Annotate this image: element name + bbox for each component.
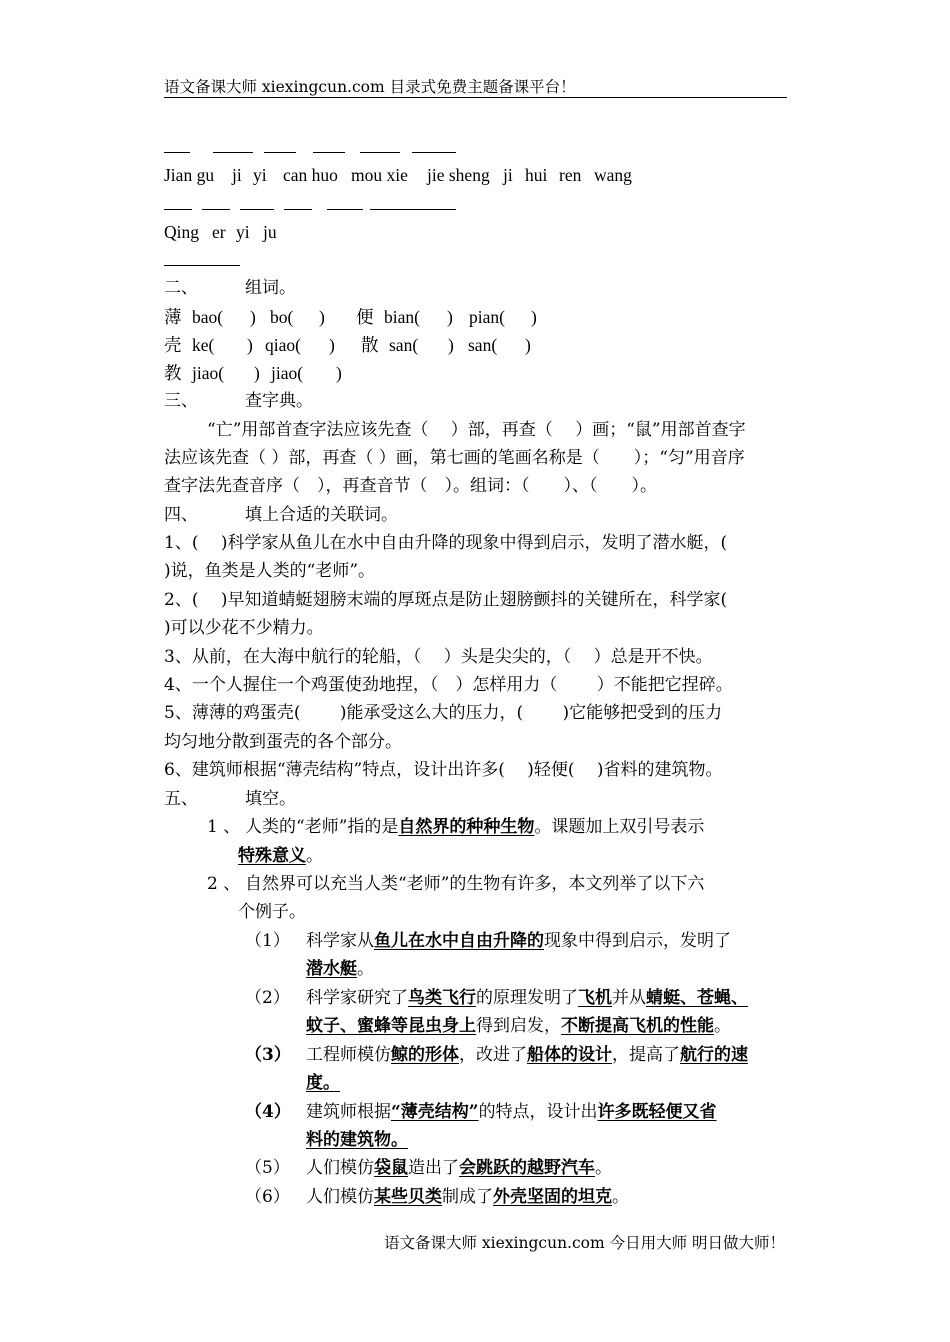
answer-text: 鸟类飞行 [408, 988, 476, 1008]
pinyin-word: yi [253, 165, 267, 185]
text: 。 [612, 1187, 629, 1207]
pinyin-word: ji [503, 165, 513, 185]
pinyin-blank-close: ) [319, 307, 325, 327]
fill-item-1-line-2 [238, 845, 323, 867]
example-2-line-2 [306, 1015, 731, 1037]
section-3-title: 三、 [164, 391, 198, 411]
answer-text: 鲸的形体 [391, 1045, 459, 1065]
conjunction-line: )可以少花不少精力。 [164, 618, 324, 638]
answer-blank [327, 209, 363, 210]
answer-blank [164, 209, 192, 210]
conjunction-line: )说，鱼类是人类的“老师”。 [164, 561, 376, 581]
answer-blank [240, 209, 274, 210]
answer-blank [412, 152, 456, 153]
section-2-title [164, 277, 198, 299]
hanzi: 教 [164, 363, 182, 383]
pinyin-word: wang [594, 165, 632, 185]
text: 人类的“老师”指的是 [245, 817, 399, 837]
example-1-line-2 [306, 958, 374, 980]
answer-text: 蜻蜓、苍蝇、 [646, 988, 748, 1008]
fill-item-2-line-2: 个例子。 [238, 902, 306, 922]
example-4-number: （4） [245, 1102, 291, 1122]
text: 。 [357, 959, 374, 979]
conjunction-line: 2、( )早知道蜻蜓翅膀末端的厚斑点是防止翅膀颤抖的关键所在，科学家( [164, 590, 728, 610]
pinyin-blank: pian( [469, 307, 505, 327]
pinyin-word: mou xie [351, 165, 408, 185]
answer-text: 特殊意义 [238, 846, 306, 866]
answer-blank [360, 152, 400, 153]
pinyin-word: yi [236, 222, 250, 242]
text: ，改进了 [459, 1045, 527, 1065]
pinyin-blank-close: ) [525, 335, 531, 355]
conjunction-line: 1、( )科学家从鱼儿在水中自由升降的现象中得到启示，发明了潜水艇，( [164, 533, 728, 553]
pinyin-blank: san( [389, 335, 419, 355]
pinyin-blank: san( [468, 335, 498, 355]
fill-item-1-number: 1 、 [207, 817, 241, 837]
pinyin-blank: jiao( [192, 363, 225, 383]
example-6-line-1 [306, 1186, 629, 1208]
fill-item-2-line-1: 自然界可以充当人类“老师”的生物有许多，本文列举了以下六 [245, 874, 705, 894]
answer-text: 鱼儿在水中自由升降的 [374, 931, 544, 951]
text: 人们模仿 [306, 1158, 374, 1178]
example-4-line-2 [306, 1129, 408, 1151]
example-3-line-1 [306, 1044, 748, 1066]
text: 人们模仿 [306, 1187, 374, 1207]
answer-blank [264, 152, 296, 153]
page-footer: 语文备课大师 xiexingcun.com 今日用大师 明日做大师！ [384, 1234, 786, 1252]
pinyin-blank-close: ) [447, 307, 453, 327]
text: 。 [306, 846, 323, 866]
answer-text: 自然界的种种生物 [398, 817, 535, 837]
answer-blank [164, 152, 190, 153]
section-number: 二、 [164, 278, 198, 298]
text: 并从 [612, 988, 646, 1008]
pinyin-blank-close: ) [336, 363, 342, 383]
text: 。课题加上双引号表示 [534, 817, 705, 837]
text: 得到启发， [476, 1016, 561, 1036]
hanzi: 薄 [164, 307, 182, 327]
fill-item-1-line-1 [245, 816, 704, 838]
pinyin-blank: qiao( [265, 335, 301, 355]
answer-text: 许多既轻便又省 [597, 1102, 717, 1122]
text: ，提高了 [612, 1045, 680, 1065]
answer-text: 不断提高飞机的性能 [561, 1016, 714, 1036]
example-2-line-1 [306, 987, 748, 1009]
pinyin-blank-close: ) [254, 363, 260, 383]
pinyin-word: Jian gu [164, 165, 215, 185]
dictionary-question-line-2: 法应该先查（ ）部，再查（ ）画，第七画的笔画名称是（ ）；“匀”用音序 [164, 448, 745, 468]
example-6-number: （6） [245, 1187, 290, 1207]
section-4-title: 四、 [164, 505, 198, 525]
section-2-heading: 组词。 [245, 278, 296, 298]
text: 。 [595, 1158, 612, 1178]
pinyin-word: hui [525, 165, 548, 185]
example-5-number: （5） [245, 1158, 290, 1178]
pinyin-word: jie sheng [427, 165, 490, 185]
pinyin-word: can huo [283, 165, 338, 185]
answer-text: “薄壳结构” [391, 1102, 479, 1122]
answer-blank [284, 209, 312, 210]
pinyin-blank-close: ) [329, 335, 335, 355]
pinyin-blank: bian( [384, 307, 420, 327]
pinyin-blank-close: ) [250, 307, 256, 327]
answer-text: 料的建筑物。 [306, 1130, 408, 1150]
text: 建筑师根据 [306, 1102, 391, 1122]
pinyin-blank: jiao( [271, 363, 304, 383]
answer-text: 袋鼠 [374, 1158, 408, 1178]
answer-text: 航行的速 [680, 1045, 748, 1065]
example-3-line-2 [306, 1072, 340, 1094]
answer-blank [370, 209, 456, 210]
pinyin-word: er [212, 222, 226, 242]
text: 的特点，设计出 [478, 1102, 598, 1122]
conjunction-line: 5、薄薄的鸡蛋壳( )能承受这么大的压力，( )它能够把受到的压力 [164, 703, 723, 723]
conjunction-line: 6、建筑师根据“薄壳结构”特点，设计出许多( )轻便( )省料的建筑物。 [164, 760, 723, 780]
text: 造出了 [408, 1158, 459, 1178]
header-rule [164, 97, 787, 98]
example-4-line-1 [306, 1101, 717, 1123]
example-2-number: （2） [245, 988, 290, 1008]
answer-text: 蚊子、蜜蜂等昆虫身上 [306, 1016, 476, 1036]
answer-text: 飞机 [578, 988, 612, 1008]
answer-text: 潜水艇 [306, 959, 357, 979]
pinyin-word: ren [559, 165, 582, 185]
pinyin-blank: ke( [192, 335, 215, 355]
conjunction-line: 4、一个人握住一个鸡蛋使劲地捏，（ ）怎样用力（ ）不能把它捏碎。 [164, 675, 733, 695]
example-1-line-1 [306, 930, 731, 952]
conjunction-line: 3、从前，在大海中航行的轮船，（ ）头是尖尖的，（ ）总是开不快。 [164, 647, 713, 667]
hanzi: 散 [361, 335, 379, 355]
dictionary-question-line-3: 查字法先查音序（ ），再查音节（ ）。组词：（ ）、（ ）。 [164, 476, 657, 496]
pinyin-blank: bo( [270, 307, 294, 327]
example-5-line-1 [306, 1157, 612, 1179]
hanzi: 便 [356, 307, 374, 327]
section-3-heading: 查字典。 [245, 391, 313, 411]
answer-blank [213, 152, 253, 153]
answer-text: 船体的设计 [527, 1045, 612, 1065]
conjunction-line: 均匀地分散到蛋壳的各个部分。 [164, 732, 402, 752]
text: 科学家从 [306, 931, 374, 951]
pinyin-blank-close: ) [531, 307, 537, 327]
answer-blank [202, 209, 230, 210]
section-5-title: 五、 [164, 789, 198, 809]
answer-text: 会跳跃的越野汽车 [459, 1158, 595, 1178]
fill-item-2-number: 2 、 [207, 874, 241, 894]
answer-text: 度。 [306, 1073, 340, 1093]
pinyin-blank: bao( [192, 307, 224, 327]
dictionary-question-line-1: “亡”用部首查字法应该先查（ ）部，再查（ ）画；“鼠”用部首查字 [207, 420, 746, 440]
text: 现象中得到启示，发明了 [544, 931, 731, 951]
section-4-heading: 填上合适的关联词。 [245, 505, 398, 525]
pinyin-word: ji [232, 165, 242, 185]
text: 的原理发明了 [476, 988, 578, 1008]
example-3-number: （3） [245, 1045, 291, 1065]
text: 工程师模仿 [306, 1045, 391, 1065]
text: 制成了 [442, 1187, 493, 1207]
text: 。 [714, 1016, 731, 1036]
text: 科学家研究了 [306, 988, 408, 1008]
pinyin-word: Qing [164, 222, 199, 242]
answer-text: 某些贝类 [374, 1187, 442, 1207]
answer-text: 外壳坚固的坦克 [493, 1187, 612, 1207]
answer-blank [164, 265, 240, 266]
example-1-number: （1） [245, 931, 290, 951]
pinyin-word: ju [263, 222, 277, 242]
hanzi: 壳 [164, 335, 182, 355]
pinyin-blank-close: ) [247, 335, 253, 355]
pinyin-blank-close: ) [448, 335, 454, 355]
section-5-heading: 填空。 [245, 789, 296, 809]
answer-blank [313, 152, 345, 153]
page-header: 语文备课大师 xiexingcun.com 目录式免费主题备课平台！ [164, 78, 576, 96]
